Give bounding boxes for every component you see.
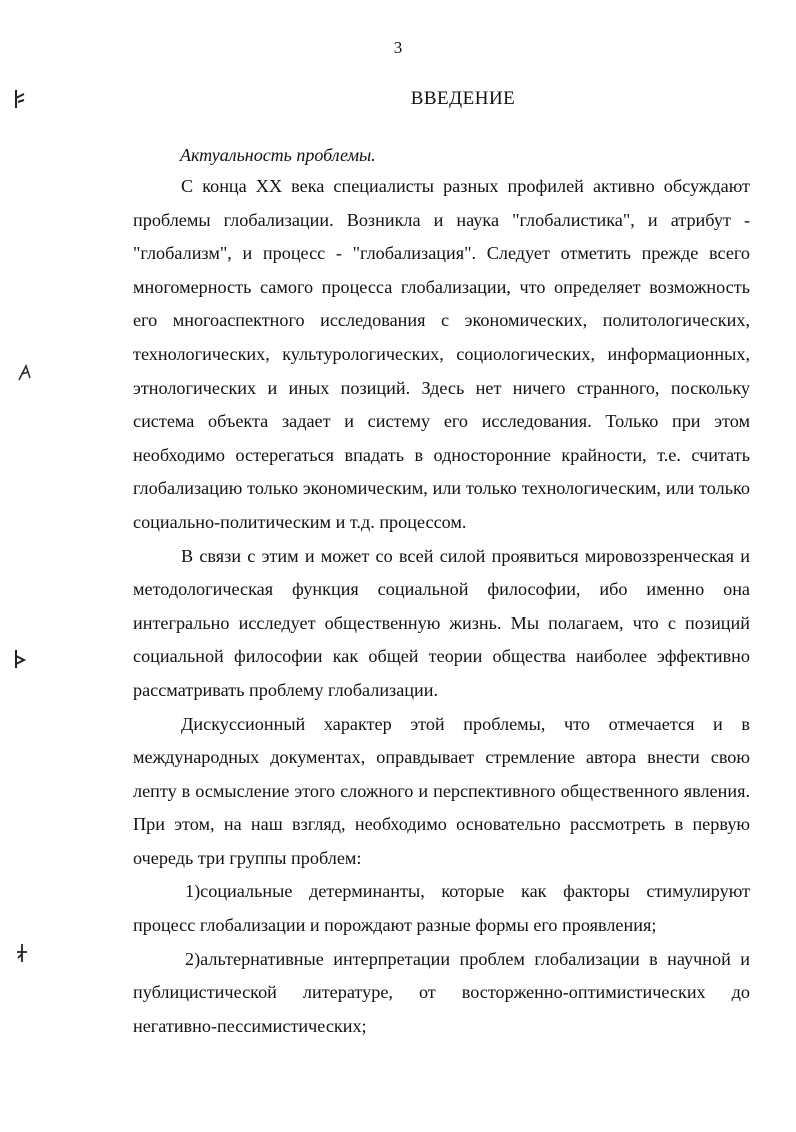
list-item-2: 2)альтернативные интерпретации проблем глобализации в научной и публицистической литературе, от восторженно-оптимистических до негативно-пессимистических; xyxy=(133,948,750,1036)
binding-mark-icon xyxy=(12,648,28,675)
binding-mark-icon xyxy=(16,362,32,389)
paragraph-2: В связи с этим и может со всей силой проявиться мировоззренческая и методологическая функция социальной философии, ибо именно она интегрально исследует общественную жизнь. Мы полагаем, что с позиций социальной философии как общей теории общества наиболее эффективно рассматривать проблему глобализации. xyxy=(133,545,750,700)
binding-mark-icon xyxy=(12,88,28,115)
list-item-1: 1)социальные детерминанты, которые как факторы стимулируют процесс глобализации и порождают разные формы его проявления; xyxy=(133,881,750,936)
section-subheading: Актуальность проблемы. xyxy=(180,145,376,165)
paragraph-1: С конца XX века специалисты разных профилей активно обсуждают проблемы глобализации. Возникла и наука "глобалистика", и атрибут - "глобализм", и процесс - "глобализация". Следует отметить прежде всего многомерность самого процесса глобализации, что определяет возможность его многоаспектного исследования с экономических, политологических, технологических, культурологических, социологических, информационных, этнологических и иных позиций. Здесь нет ничего странного, поскольку система объекта задает и систему его исследования. Только при этом необходимо остерегаться впадать в односторонние крайности, т.е. считать глобализацию только экономическим, или только технологическим, или только социально-политическим и т.д. процессом. xyxy=(133,176,750,532)
page-number: 3 xyxy=(393,38,403,57)
binding-mark-icon xyxy=(14,942,30,969)
paragraph-3: Дискуссионный характер этой проблемы, что отмечается и в международных документах, оправдывает стремление автора внести свою лепту в осмысление этого сложного и перспективного общественного явления. При этом, на наш взгляд, необходимо основательно рассмотреть в первую очередь три группы проблем: xyxy=(133,713,750,868)
page-title: ВВЕДЕНИЕ xyxy=(410,88,516,109)
body-text xyxy=(133,170,750,1043)
